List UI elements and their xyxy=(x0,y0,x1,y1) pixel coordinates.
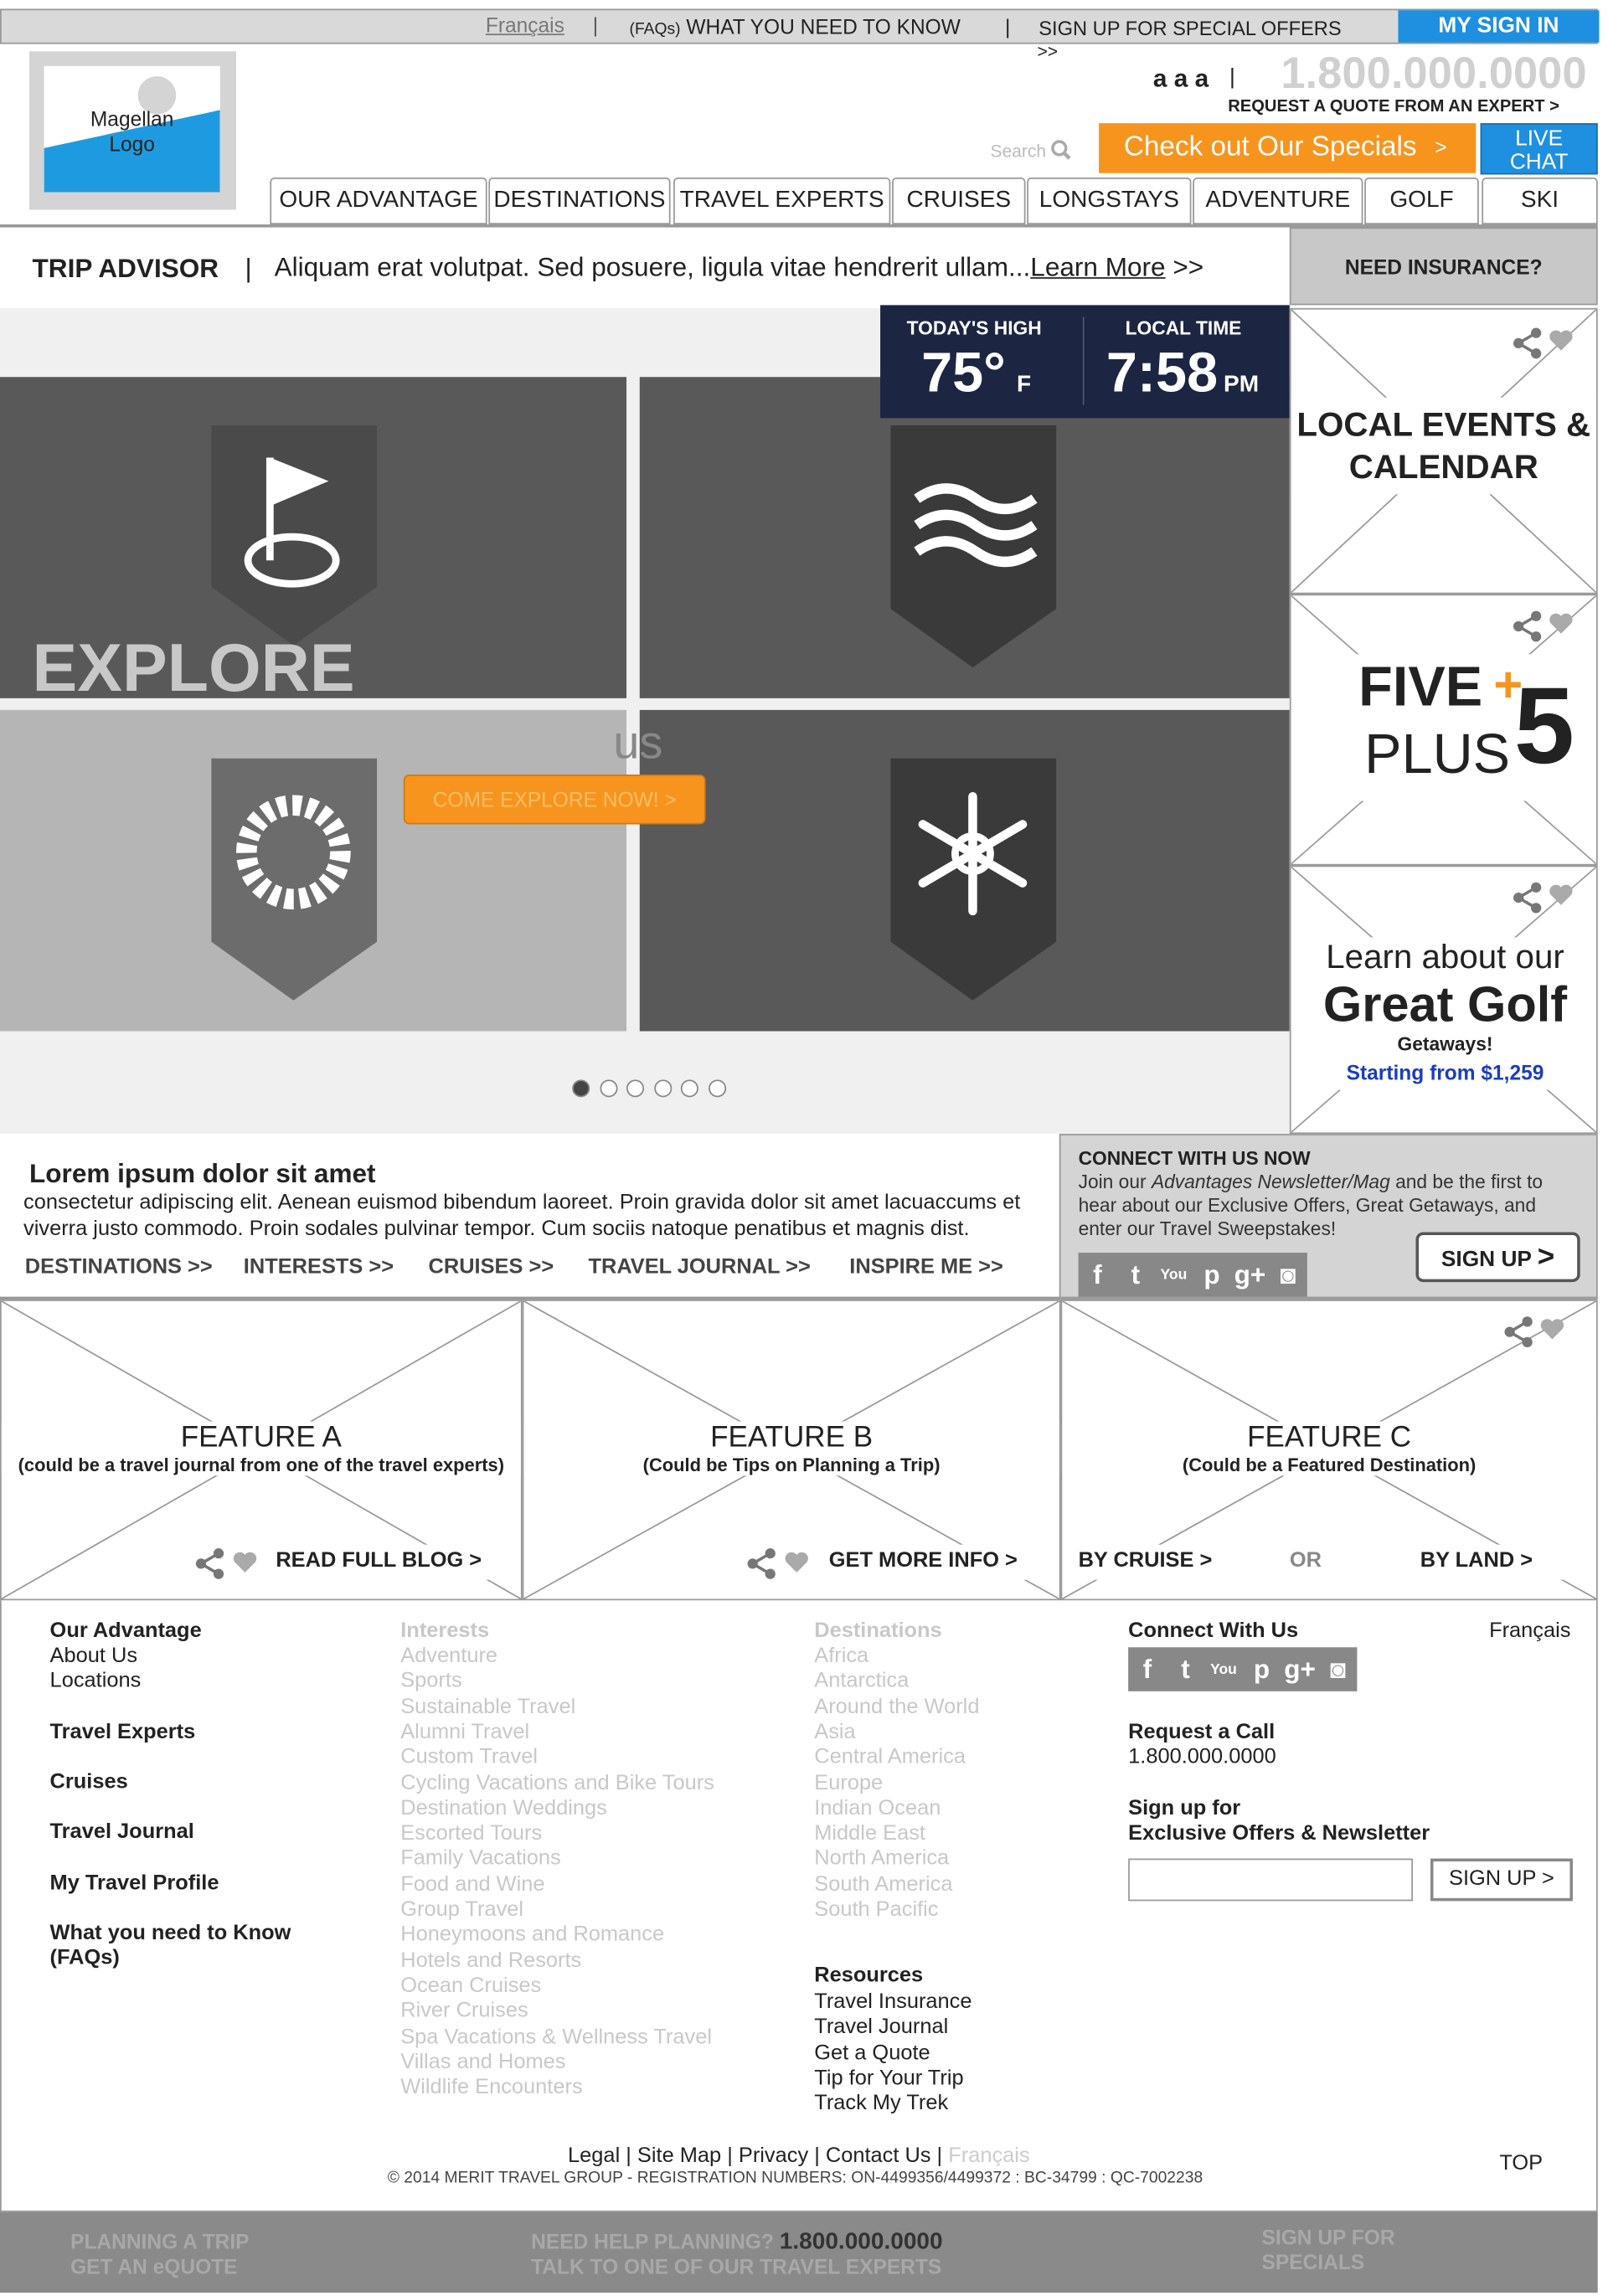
interest-link[interactable]: Group Travel xyxy=(400,1897,524,1922)
request-quote-link[interactable]: REQUEST A QUOTE FROM AN EXPERT > xyxy=(1228,98,1559,116)
great-golf-price-link[interactable]: Starting from $1,259 xyxy=(1346,1060,1544,1084)
phone-number[interactable]: 1.800.000.0000 xyxy=(1281,49,1587,99)
nav-tab-longstays[interactable]: LONGSTAYS xyxy=(1027,178,1191,224)
footer-connect-title: Connect With Us xyxy=(1128,1619,1299,1644)
intro-title: Lorem ipsum dolor sit amet xyxy=(29,1158,376,1188)
nav-tab-travel-experts[interactable]: TRAVEL EXPERTS xyxy=(673,178,890,224)
connect-text-em: Advantages Newsletter/Mag xyxy=(1151,1170,1390,1193)
need-help-label: NEED HELP PLANNING? xyxy=(531,2229,774,2253)
special-offers-link[interactable]: SIGN UP FOR SPECIAL OFFERS xyxy=(1038,18,1342,40)
nav-tab-destinations[interactable]: DESTINATIONS xyxy=(488,178,670,224)
heart-icon[interactable] xyxy=(1548,328,1598,594)
feature-b-card[interactable] xyxy=(523,1300,1061,1600)
signup-label: SIGN UP xyxy=(1440,1247,1532,1272)
intro-link[interactable]: INTERESTS >> xyxy=(243,1255,394,1279)
intro-link[interactable]: CRUISES >> xyxy=(428,1255,554,1279)
destination-link[interactable]: Around the World xyxy=(814,1695,980,1719)
faqs-small-label: (FAQs) xyxy=(629,20,681,39)
read-full-blog-link[interactable]: READ FULL BLOG > xyxy=(276,1548,482,1573)
resource-link[interactable]: Travel Journal xyxy=(814,2015,949,2040)
interest-link[interactable]: Family Vacations xyxy=(400,1847,561,1871)
connect-title: CONNECT WITH US NOW xyxy=(1078,1146,1311,1170)
search-label: Search xyxy=(990,141,1047,162)
interest-link[interactable]: Cycling Vacations and Bike Tours xyxy=(400,1771,714,1795)
planning-trip-label: PLANNING A TRIP xyxy=(70,2229,250,2253)
legal-francais-link[interactable]: Français xyxy=(948,2144,1030,2169)
destination-link[interactable]: Antarctica xyxy=(814,1670,910,1694)
request-call-phone[interactable]: 1.800.000.0000 xyxy=(1128,1745,1276,1769)
interest-link[interactable]: Alumni Travel xyxy=(400,1720,530,1744)
destination-link[interactable]: Indian Ocean xyxy=(814,1796,941,1820)
bottom-phone: 1.800.000.0000 xyxy=(779,2229,943,2255)
carousel-dot[interactable] xyxy=(708,1079,725,1097)
interest-link[interactable]: Spa Vacations & Wellness Travel xyxy=(400,2025,713,2049)
local-events-card[interactable] xyxy=(1290,308,1598,595)
learn-more-link[interactable]: Learn More xyxy=(1030,252,1166,282)
signup-title-b: Exclusive Offers & Newsletter xyxy=(1128,1821,1430,1846)
resource-link[interactable]: Travel Insurance xyxy=(814,1990,972,2015)
social-icons xyxy=(1079,1253,1307,1297)
interest-link[interactable]: Custom Travel xyxy=(400,1745,539,1769)
need-insurance-label: NEED INSURANCE? xyxy=(1344,255,1543,279)
specials-label: Check out Our Specials xyxy=(1123,131,1417,163)
newsletter-email-field[interactable] xyxy=(1128,1859,1413,1902)
connect-text-a: Join our xyxy=(1078,1170,1152,1193)
connect-panel xyxy=(1059,1134,1598,1298)
by-land-link[interactable]: BY LAND > xyxy=(1420,1548,1533,1573)
footer-signup-label: SIGN UP > xyxy=(1449,1867,1554,1892)
feature-b-subtitle: (Could be Tips on Planning a Trip) xyxy=(642,1454,941,1476)
signup-specials-label-a: SIGN UP FOR xyxy=(1261,2225,1395,2249)
hero-carousel xyxy=(0,308,1290,1134)
heart-icon[interactable] xyxy=(1548,883,1598,1135)
feature-b-text xyxy=(523,1421,1059,1475)
feature-c-subtitle: (Could be a Featured Destination) xyxy=(1182,1454,1477,1476)
explore-subheading: us xyxy=(613,715,663,769)
resource-link[interactable]: Tip for Your Trip xyxy=(814,2067,964,2091)
my-sign-in-button[interactable]: MY SIGN IN xyxy=(1398,10,1599,43)
specials-button[interactable] xyxy=(1099,123,1476,173)
heart-icon[interactable] xyxy=(1539,1317,1598,1600)
nav-tab-golf[interactable]: GOLF xyxy=(1364,178,1479,224)
sun-icon xyxy=(211,759,377,1001)
talk-to-expert-label: TALK TO ONE OF OUR TRAVEL EXPERTS xyxy=(531,2254,942,2278)
destination-link[interactable]: North America xyxy=(814,1847,950,1871)
google-plus-icon[interactable]: g+ xyxy=(1234,1259,1266,1289)
signup-specials-label-b: SPECIALS xyxy=(1261,2250,1365,2274)
trip-advisor-text xyxy=(275,252,1204,283)
plus-label: PLUS xyxy=(1364,724,1511,786)
golf-flag-icon xyxy=(211,425,377,646)
logo-image xyxy=(44,66,220,193)
youtube-icon[interactable]: You xyxy=(1210,1660,1237,1678)
local-time-ampm: PM xyxy=(1224,372,1260,398)
weather-divider xyxy=(1083,317,1085,404)
pinterest-icon[interactable]: p xyxy=(1203,1259,1220,1289)
interests-title: Interests xyxy=(400,1619,490,1644)
interest-link[interactable]: Honeymoons and Romance xyxy=(400,1923,665,1948)
nav-tab-adventure[interactable]: ADVENTURE xyxy=(1193,178,1363,224)
five-label: FIVE xyxy=(1358,656,1483,719)
resources-title: Resources xyxy=(814,1964,924,1988)
separator: | xyxy=(1004,14,1011,39)
footer-social-icons xyxy=(1128,1647,1357,1691)
feature-c-title: FEATURE C xyxy=(1247,1421,1412,1454)
feature-a-card[interactable] xyxy=(0,1300,523,1600)
legal-links-text[interactable]: Legal | Site Map | Privacy | Contact Us | xyxy=(568,2144,943,2169)
destination-link[interactable]: Middle East xyxy=(814,1821,925,1846)
facebook-icon[interactable]: f xyxy=(1142,1654,1152,1684)
carousel-dot[interactable] xyxy=(681,1079,698,1097)
resource-link[interactable]: Track My Trek xyxy=(814,2092,949,2116)
destination-link[interactable]: South America xyxy=(814,1872,953,1897)
facebook-icon[interactable]: f xyxy=(1093,1259,1102,1289)
learn-more-arrow: >> xyxy=(1172,252,1204,282)
planning-trip-link[interactable] xyxy=(70,2230,249,2280)
request-call-title: Request a Call xyxy=(1128,1720,1276,1744)
interest-link[interactable]: Wildlife Encounters xyxy=(400,2075,583,2099)
explore-heading: EXPLORE xyxy=(32,629,355,706)
text-size-control[interactable]: a a a xyxy=(1152,64,1209,93)
live-chat-label: LIVE CHAT xyxy=(1509,126,1569,175)
intro-link[interactable]: INSPIRE ME >> xyxy=(849,1255,1003,1279)
connect-text xyxy=(1079,1171,1578,1241)
francais-link[interactable]: Français xyxy=(485,13,564,37)
separator: | xyxy=(1229,64,1235,90)
separator: | xyxy=(592,13,599,37)
todays-high-label: TODAY'S HIGH xyxy=(906,317,1042,339)
separator: | xyxy=(245,254,252,284)
footer-link[interactable]: Our Advantage xyxy=(49,1619,202,1644)
plus-sign: + xyxy=(1493,656,1523,713)
chevron-right-icon: > xyxy=(1435,135,1447,159)
footer-link[interactable]: Locations xyxy=(49,1669,142,1693)
trip-advisor-snippet: Aliquam erat volutpat. Sed posuere, ligula vitae hendrerit ullam... xyxy=(274,252,1031,282)
top-utility-bar xyxy=(0,9,1598,44)
carousel-dot[interactable] xyxy=(600,1079,617,1097)
get-equote-label: GET AN eQUOTE xyxy=(70,2254,238,2278)
great-golf-heading: Great Golf xyxy=(1322,976,1568,1033)
twitter-icon[interactable]: t xyxy=(1181,1654,1190,1684)
footer-link[interactable]: About Us xyxy=(49,1644,138,1668)
search-field[interactable] xyxy=(990,139,1071,161)
local-time-value: 7:58 xyxy=(1106,342,1219,405)
interest-link[interactable]: Food and Wine xyxy=(400,1872,545,1897)
need-help-link[interactable] xyxy=(531,2230,942,2280)
by-cruise-link[interactable]: BY CRUISE > xyxy=(1078,1548,1213,1573)
faqs-link[interactable] xyxy=(630,15,961,39)
interest-link[interactable]: Sports xyxy=(400,1670,462,1694)
footer-link[interactable]: What you need to Know xyxy=(49,1921,291,1945)
water-waves-icon xyxy=(890,425,1056,667)
intro-link[interactable]: DESTINATIONS >> xyxy=(24,1255,213,1279)
local-time-label: LOCAL TIME xyxy=(1125,317,1242,339)
get-more-info-link[interactable]: GET MORE INFO > xyxy=(828,1548,1018,1573)
local-events-title: LOCAL EVENTS & CALENDAR xyxy=(1291,398,1596,495)
interest-link[interactable]: Destination Weddings xyxy=(400,1796,607,1820)
feature-a-text xyxy=(2,1421,521,1475)
interest-link[interactable]: Ocean Cruises xyxy=(400,1974,542,1998)
faqs-label: WHAT YOU NEED TO KNOW xyxy=(686,14,961,39)
chevron-right-icon: > xyxy=(1537,1241,1555,1274)
connect-signup-button[interactable] xyxy=(1415,1233,1580,1283)
intro-link[interactable]: TRAVEL JOURNAL >> xyxy=(588,1255,811,1279)
footer-link[interactable]: (FAQs) xyxy=(49,1946,120,1970)
destination-link[interactable]: Asia xyxy=(814,1720,856,1744)
interest-link[interactable]: Adventure xyxy=(400,1644,498,1668)
footer-link[interactable]: My Travel Profile xyxy=(49,1871,219,1896)
need-insurance-button[interactable] xyxy=(1290,228,1598,306)
search-icon xyxy=(1051,139,1072,160)
pinterest-icon[interactable]: p xyxy=(1253,1654,1270,1684)
footer-link[interactable]: Cruises xyxy=(49,1770,128,1794)
signup-specials-link[interactable] xyxy=(1262,2225,1395,2275)
snowflake-icon xyxy=(890,759,1056,1001)
signup-title-a: Sign up for xyxy=(1128,1796,1241,1820)
destination-link[interactable]: Africa xyxy=(814,1644,869,1668)
carousel-dot[interactable] xyxy=(626,1079,644,1097)
or-label: OR xyxy=(1289,1548,1322,1573)
come-explore-button[interactable] xyxy=(404,775,706,825)
destination-link[interactable]: Central America xyxy=(814,1745,966,1769)
interest-link[interactable]: Sustainable Travel xyxy=(400,1695,576,1719)
great-golf-intro: Learn about our xyxy=(1326,937,1564,976)
come-explore-label: COME EXPLORE NOW! > xyxy=(432,787,677,811)
interest-link[interactable]: Escorted Tours xyxy=(400,1821,543,1846)
copyright: © 2014 MERIT TRAVEL GROUP - REGISTRATION NUMBERS: ON-4499356/4499372 : BC-34799 : QC-7002238 xyxy=(387,2169,1203,2187)
google-plus-icon[interactable]: g+ xyxy=(1284,1654,1316,1684)
intro-body: consectetur adipiscing elit. Aenean euismod bibendum laoreet. Proin gravida dolor sit amet lacuaccums et viverra justo commodo. Proin sodales pulvinar tempor. Cum sociis natoque penatibus et magnis dist. xyxy=(23,1191,1021,1242)
weather-widget xyxy=(880,305,1290,418)
twitter-icon[interactable]: t xyxy=(1131,1259,1141,1289)
carousel-dot[interactable] xyxy=(653,1079,671,1097)
footer-link[interactable]: Travel Journal xyxy=(49,1820,194,1845)
feature-a-subtitle: (could be a travel journal from one of the travel experts) xyxy=(18,1454,505,1476)
five-number: 5 xyxy=(1513,664,1574,786)
live-chat-button[interactable] xyxy=(1481,123,1598,174)
nav-tab-cruises[interactable]: CRUISES xyxy=(892,178,1025,224)
footer-francais-link[interactable]: Français xyxy=(1489,1619,1571,1644)
feature-a-title: FEATURE A xyxy=(180,1421,342,1454)
temperature-unit: F xyxy=(1016,372,1032,398)
interest-link[interactable]: Villas and Homes xyxy=(400,2050,566,2074)
resource-link[interactable]: Get a Quote xyxy=(814,2041,930,2065)
connect-text-b: and be the first to hear about our Exclusive Offers, Great Getaways, and enter our Travel Sweepstakes! xyxy=(1078,1170,1544,1240)
nav-tab-our-advantage[interactable]: OUR ADVANTAGE xyxy=(270,178,487,224)
destination-link[interactable]: Europe xyxy=(814,1771,884,1795)
instagram-icon[interactable]: ◙ xyxy=(1280,1259,1296,1289)
logo-text: Magellan Logo xyxy=(90,106,174,156)
logo[interactable] xyxy=(29,51,236,209)
special-offers-arrow: >> xyxy=(1037,41,1059,62)
trip-advisor-label: TRIP ADVISOR xyxy=(32,254,219,284)
nav-tab-ski[interactable]: SKI xyxy=(1482,178,1597,224)
youtube-icon[interactable]: You xyxy=(1160,1266,1188,1283)
footer xyxy=(0,1600,1598,2212)
five-plus-five-card[interactable] xyxy=(1290,594,1598,865)
footer-signup-button[interactable] xyxy=(1430,1859,1573,1902)
destinations-title: Destinations xyxy=(814,1619,942,1644)
interest-link[interactable]: River Cruises xyxy=(400,2000,528,2024)
instagram-icon[interactable]: ◙ xyxy=(1330,1654,1347,1684)
great-golf-getaways: Getaways! xyxy=(1397,1032,1493,1055)
heart-icon[interactable] xyxy=(1548,612,1598,866)
carousel-dot[interactable] xyxy=(572,1079,590,1097)
footer-link[interactable]: Travel Experts xyxy=(49,1720,196,1744)
interest-link[interactable]: Hotels and Resorts xyxy=(400,1949,582,1973)
great-golf-card[interactable] xyxy=(1290,866,1598,1135)
bottom-bar xyxy=(0,2212,1598,2293)
destination-link[interactable]: South Pacific xyxy=(814,1897,939,1922)
todays-high-value: 75° xyxy=(921,342,1006,405)
feature-c-card[interactable] xyxy=(1061,1300,1598,1600)
back-to-top-link[interactable]: TOP xyxy=(1499,2151,1544,2175)
legal-links xyxy=(0,2144,1598,2168)
feature-b-title: FEATURE B xyxy=(710,1421,874,1454)
